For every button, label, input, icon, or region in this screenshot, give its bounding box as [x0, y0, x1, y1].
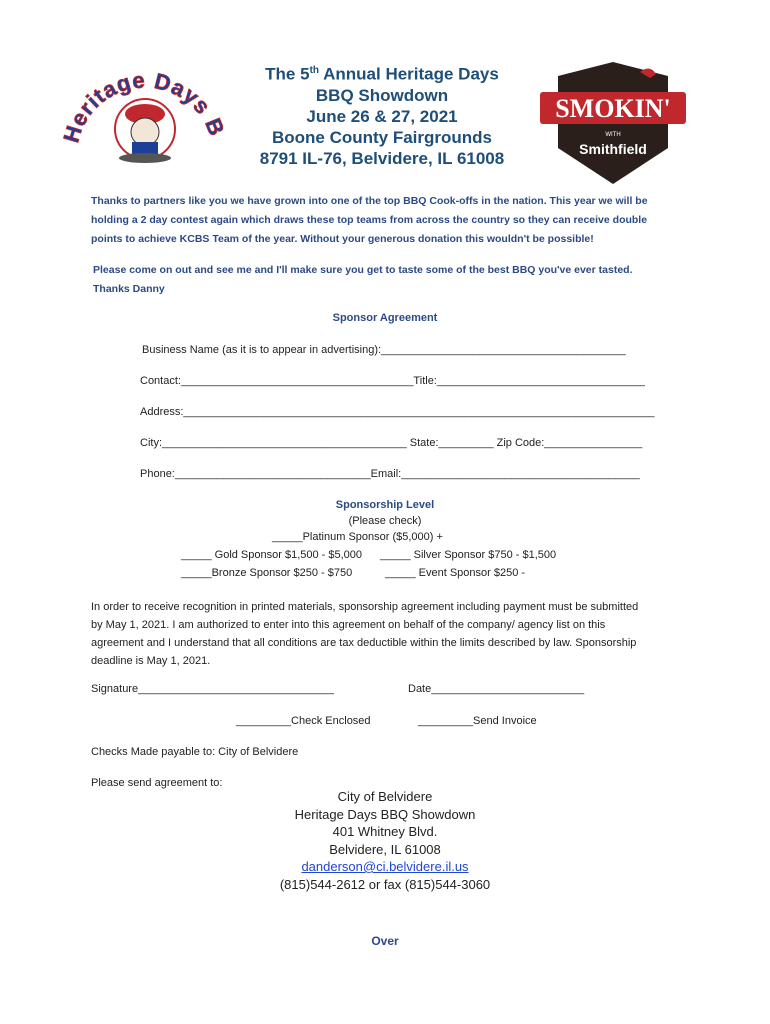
intro-paragraph: Thanks to partners like you we have grown into one of the top BBQ Cook-offs in the nation. This year we will be holding a 2 day contest again which draws these top teams from across the country so they can receive double points to achieve KCBS Team of the year. Without your generous donation this wouldn't be possible! [91, 195, 648, 245]
svg-text:WITH: WITH [605, 132, 621, 138]
city-state-zip-field[interactable]: City:________________________________________ State:_________ Zip Code:________________ [140, 437, 643, 449]
check-enclosed-option[interactable]: _________Check Enclosed [236, 715, 371, 727]
terms-paragraph: In order to receive recognition in printed materials, sponsorship agreement including payment must be submitted by May 1, 2021. I am authorized to enter into this agreement on behalf of the company/ agency list on this agreement and I understand that all conditions are tax deductible within the limits described by law. Sponsorship deadline is May 1, 2021. [91, 601, 639, 667]
heritage-days-logo [60, 44, 230, 169]
date-field[interactable]: Date_________________________ [408, 683, 585, 695]
business-name-field[interactable]: Business Name (as it is to appear in advertising):________________________________________ [142, 344, 626, 356]
signature-field[interactable]: Signature________________________________ [91, 683, 334, 695]
over-label: Over [371, 934, 399, 948]
svg-text:Smithfield: Smithfield [579, 141, 647, 157]
sponsorship-level-heading: Sponsorship Level [335, 499, 435, 511]
smokin-smithfield-logo [540, 58, 686, 188]
please-check-label: (Please check) [348, 515, 422, 527]
event-option[interactable]: _____ Event Sponsor $250 - [385, 567, 526, 579]
payable-note: Checks Made payable to: City of Belvidere [91, 746, 299, 758]
phone-email-field[interactable]: Phone:________________________________Email:_______________________________________ [140, 468, 640, 480]
sponsor-agreement-heading: Sponsor Agreement [332, 312, 438, 324]
gold-option[interactable]: _____ Gold Sponsor $1,500 - $5,000 [181, 549, 363, 561]
send-to-label: Please send agreement to: [91, 777, 223, 789]
svg-text:SMOKIN': SMOKIN' [555, 94, 671, 123]
event-title: The 5th Annual Heritage Days BBQ Showdown June 26 & 27, 2021 Boone County Fairgrounds 8791 IL-76, Belvidere, IL 61008 [259, 64, 505, 168]
platinum-option[interactable]: _____Platinum Sponsor ($5,000) + [272, 531, 443, 543]
mailing-address: City of Belvidere Heritage Days BBQ Showdown 401 Whitney Blvd. Belvidere, IL 61008 danderson@ci.belvidere.il.us (815)544-2612 or fax (815)544-3060 [279, 789, 491, 892]
send-invoice-option[interactable]: _________Send Invoice [418, 715, 537, 727]
address-field[interactable]: Address:_____________________________________________________________________________ [140, 406, 655, 418]
contact-title-field[interactable]: Contact:______________________________________Title:__________________________________ [140, 375, 645, 387]
silver-option[interactable]: _____ Silver Sponsor $750 - $1,500 [380, 549, 557, 561]
intro-invite: Please come on out and see me and I'll make sure you get to taste some of the best BBQ you've ever tasted. Thanks Danny [93, 264, 633, 295]
bronze-option[interactable]: _____Bronze Sponsor $250 - $750 [181, 567, 353, 579]
svg-text:Heritage Days BBQ Showdown: Heritage Days B [60, 67, 230, 146]
email-link[interactable]: danderson@ci.belvidere.il.us [301, 859, 469, 874]
